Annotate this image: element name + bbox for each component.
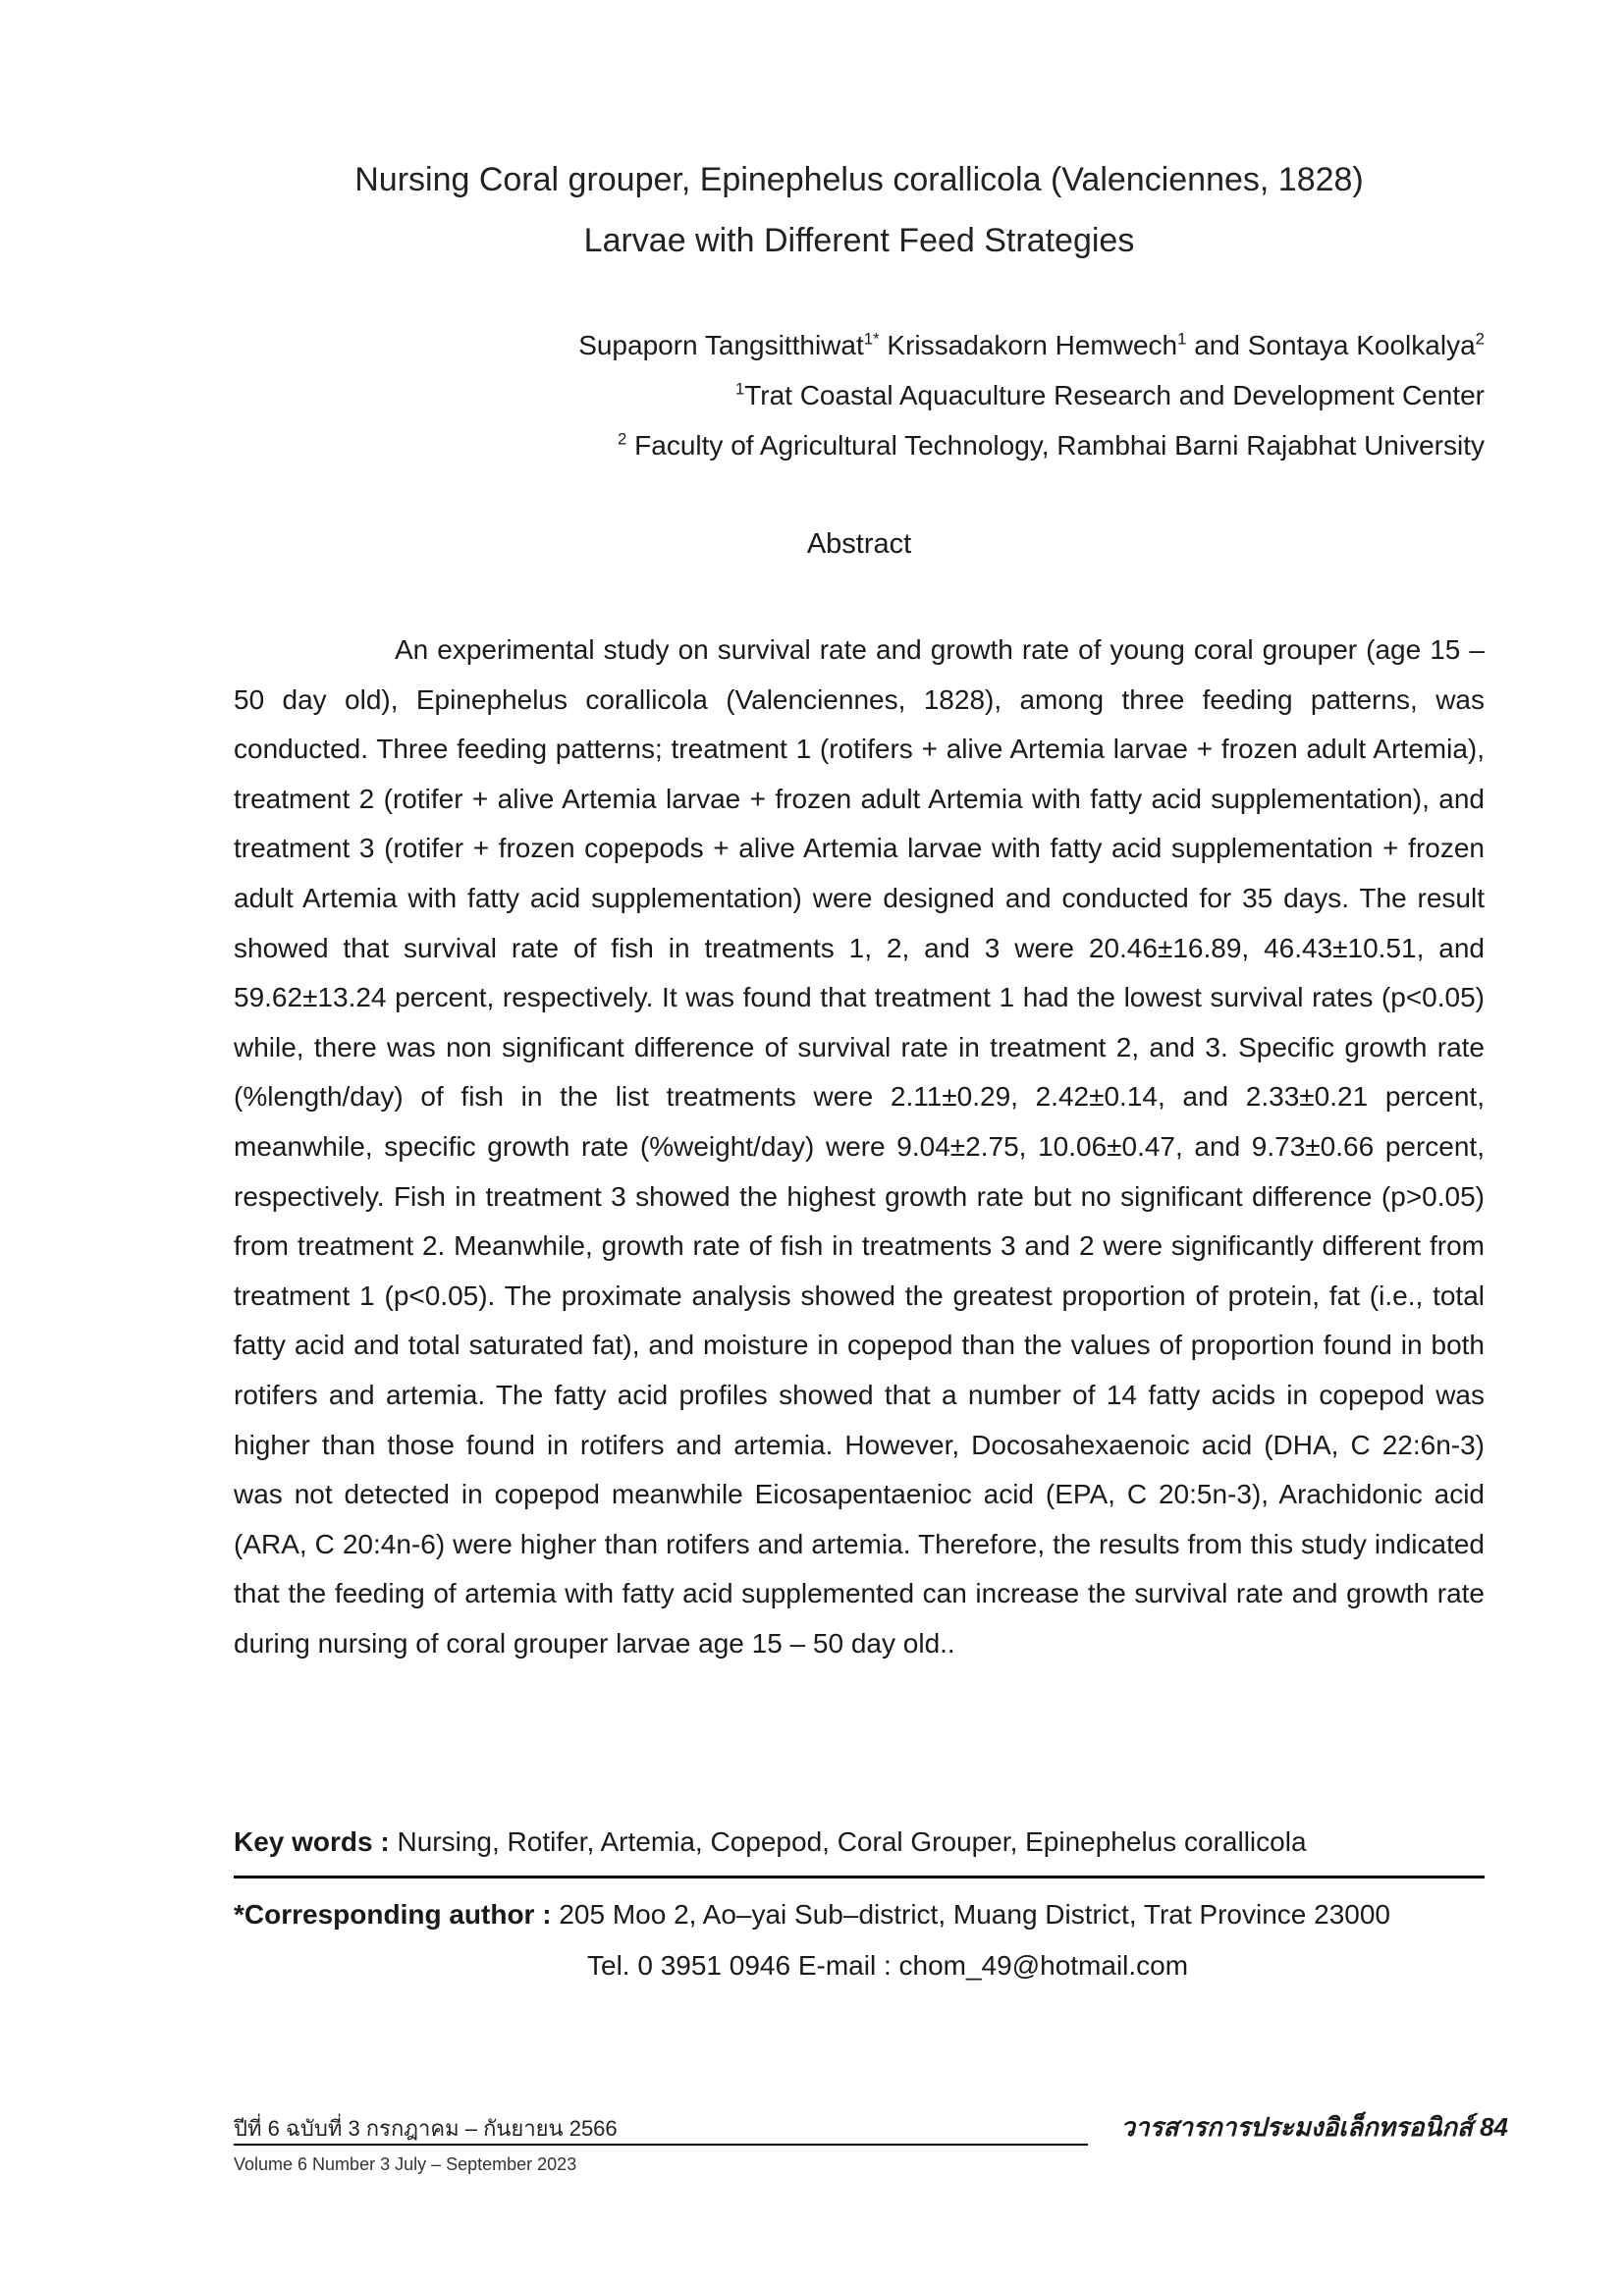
corresponding-author-address: 205 Moo 2, Ao–yai Sub–district, Muang District, Trat Province 23000 — [551, 1899, 1390, 1930]
author-1-affiliation-mark: 1* — [863, 329, 880, 349]
footer-journal-page: วารสารการประมงอิเล็กทรอนิกส์ 84 — [1120, 2112, 1508, 2142]
footer-issue-thai: ปีที่ 6 ฉบับที่ 3 กรกฎาคม – กันยายน 2566 — [234, 2116, 618, 2141]
corresponding-author-contact: Tel. 0 3951 0946 E-mail : chom_49@hotmail.com — [587, 1950, 1189, 1981]
footer-divider — [234, 2144, 1088, 2146]
affiliation-2-text: Faculty of Agricultural Technology, Rambhai Barni Rajabhat University — [626, 430, 1485, 461]
affiliation-1-mark: 1 — [734, 379, 745, 399]
paper-title-line-2: Larvae with Different Feed Strategies — [583, 222, 1135, 259]
author-3-name: and Sontaya Koolkalya — [1186, 330, 1476, 360]
keywords-label: Key words : — [234, 1826, 390, 1857]
keywords-line — [234, 1824, 1307, 1860]
paper-title-line-1: Nursing Coral grouper, Epinephelus corallicola (Valenciennes, 1828) — [354, 161, 1364, 198]
affiliation-2 — [618, 429, 1485, 463]
author-2-affiliation-mark: 1 — [1177, 329, 1187, 349]
author-1-name: Supaporn Tangsitthiwat — [578, 330, 864, 360]
corresponding-author-label: *Corresponding author : — [234, 1899, 552, 1930]
keywords-divider — [234, 1876, 1485, 1878]
author-2-name: Krissadakorn Hemwech — [879, 330, 1178, 360]
affiliation-1-text: Trat Coastal Aquaculture Research and Development Center — [744, 380, 1485, 410]
footer-volume-english: Volume 6 Number 3 July – September 2023 — [234, 2154, 577, 2174]
affiliation-1 — [735, 379, 1485, 412]
corresponding-author — [234, 1897, 1390, 1932]
keywords-value: Nursing, Rotifer, Artemia, Copepod, Coral Grouper, Epinephelus corallicola — [389, 1826, 1307, 1857]
author-list — [578, 329, 1485, 362]
author-3-affiliation-mark: 2 — [1475, 329, 1485, 349]
affiliation-2-mark: 2 — [618, 429, 627, 449]
abstract-heading: Abstract — [806, 528, 912, 560]
abstract-body: An experimental study on survival rate and growth rate of young coral grouper (age 15 – 50 day old), Epinephelus corallicola (Valenciennes, 1828), among three feeding patterns, was conducted. Three feeding patterns; treatment 1 (rotifers + alive Artemia larvae + frozen adult Artemia), treatment 2 (rotifer + alive Artemia larvae + frozen adult Artemia with fatty acid supplementation), and treatment 3 (rotifer + frozen copepods + alive Artemia larvae with fatty acid supplementation + frozen adult Artemia with fatty acid supplementation) were designed and conducted for 35 days. The result showed that survival rate of fish in treatments 1, 2, and 3 were 20.46±16.89, 46.43±10.51, and 59.62±13.24 percent, respectively. It was found that treatment 1 had the lowest survival rates (p<0.05) while, there was non significant difference of survival rate in treatment 2, and 3. Specific growth rate (%length/day) of fish in the list treatments were 2.11±0.29, 2.42±0.14, and 2.33±0.21 percent, meanwhile, specific growth rate (%weight/day) were 9.04±2.75, 10.06±0.47, and 9.73±0.66 percent, respectively. Fish in treatment 3 showed the highest growth rate but no significant difference (p>0.05) from treatment 2. Meanwhile, growth rate of fish in treatments 3 and 2 were significantly different from treatment 1 (p<0.05). The proximate analysis showed the greatest proportion of protein, fat (i.e., total fatty acid and total saturated fat), and moisture in copepod than the values of proportion found in both rotifers and artemia. The fatty acid profiles showed that a number of 14 fatty acids in copepod was higher than those found in rotifers and artemia. However, Docosahexaenoic acid (DHA, C 22:6n-3) was not detected in copepod meanwhile Eicosapentaenioc acid (EPA, C 20:5n-3), Arachidonic acid (ARA, C 20:4n-6) were higher than rotifers and artemia. Therefore, the results from this study indicated that the feeding of artemia with fatty acid supplemented can increase the survival rate and growth rate during nursing of coral grouper larvae age 15 – 50 day old.. — [234, 634, 1485, 1659]
